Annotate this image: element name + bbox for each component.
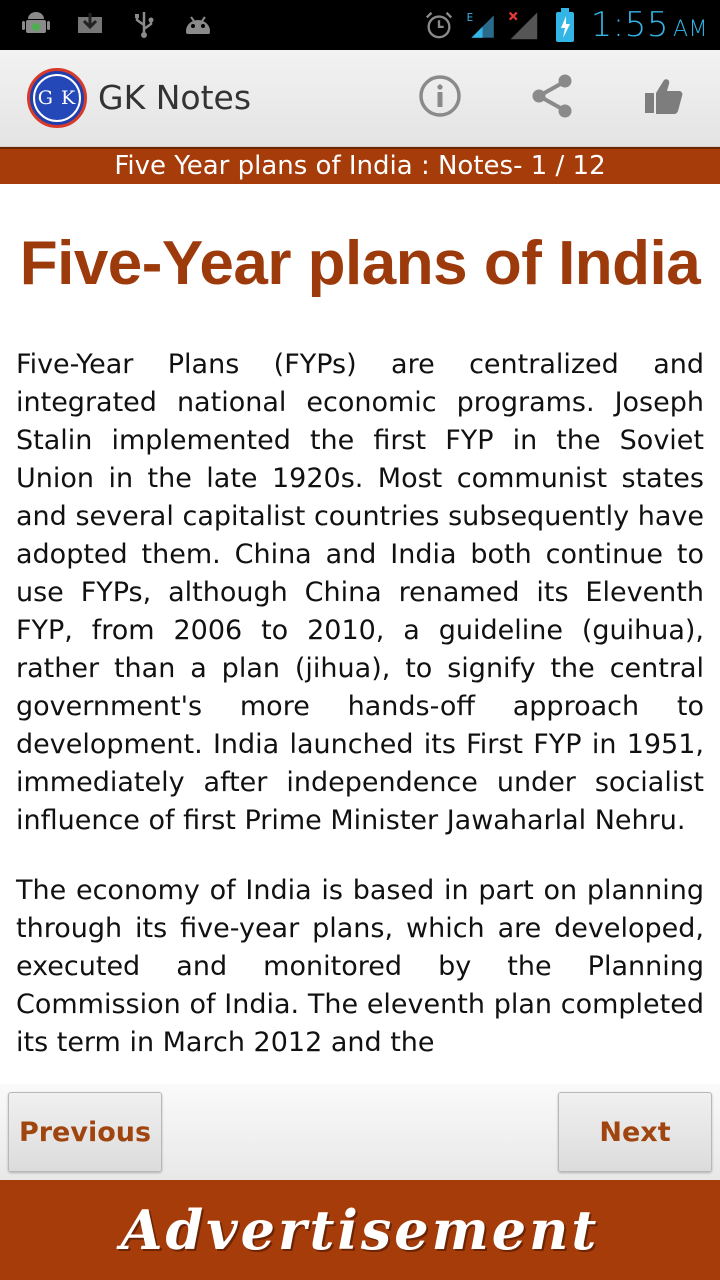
thumbs-up-icon: [641, 73, 687, 123]
usb-icon: [128, 8, 160, 40]
previous-button[interactable]: Previous: [8, 1092, 162, 1172]
svg-text:E: E: [466, 12, 473, 24]
battery-charging-icon: [549, 9, 581, 41]
clock: 1:55 AM: [590, 5, 708, 45]
signal-e-icon: [465, 9, 497, 41]
signal-no-service-icon: [507, 9, 539, 41]
app-title: GK Notes: [98, 78, 252, 117]
notes-content[interactable]: [0, 184, 720, 1084]
android-icon: [182, 8, 214, 40]
paragraph: Five-Year Plans (FYPs) are centralized and integrated national economic programs. Joseph Stalin implemented the first FYP in the Soviet Union in the late 1920s. Most communist states and several capitalist countries subsequently have adopted them. China and India both continue to use FYPs, although China renamed its Eleventh FYP, from 2006 to 2010, a guideline (guihua), rather than a plan (jihua), to signify the central government's more hands-off approach to development. India launched its First FYP in 1951, immediately after independence under socialist influence of first Prime Minister Jawaharlal Nehru.: [16, 349, 704, 836]
bottom-nav-bar: [0, 1084, 720, 1180]
status-bar: [0, 0, 720, 50]
share-icon: [527, 71, 577, 125]
like-button[interactable]: [638, 72, 690, 124]
paragraph: The economy of India is based in part on planning through its five-year plans, which are developed, executed and monitored by the Planning Commission of India. The eleventh plan completed its term in March 2012 and the: [16, 875, 704, 1058]
alarm-icon: [423, 9, 455, 41]
advertisement-label: Advertisement: [120, 1198, 600, 1262]
advertisement-banner[interactable]: [0, 1180, 720, 1280]
notes-subtitle-bar: Five Year plans of India : Notes- 1 / 12: [0, 147, 720, 184]
info-button[interactable]: [414, 72, 466, 124]
android-debug-icon: [20, 8, 52, 40]
next-button[interactable]: Next: [558, 1092, 712, 1172]
action-bar: [0, 50, 720, 147]
app-logo-text: G K: [33, 74, 81, 122]
page-title: Five-Year plans of India: [19, 229, 701, 298]
share-button[interactable]: [526, 72, 578, 124]
download-icon: [74, 8, 106, 40]
info-icon: [417, 73, 463, 123]
app-logo[interactable]: [27, 68, 87, 128]
